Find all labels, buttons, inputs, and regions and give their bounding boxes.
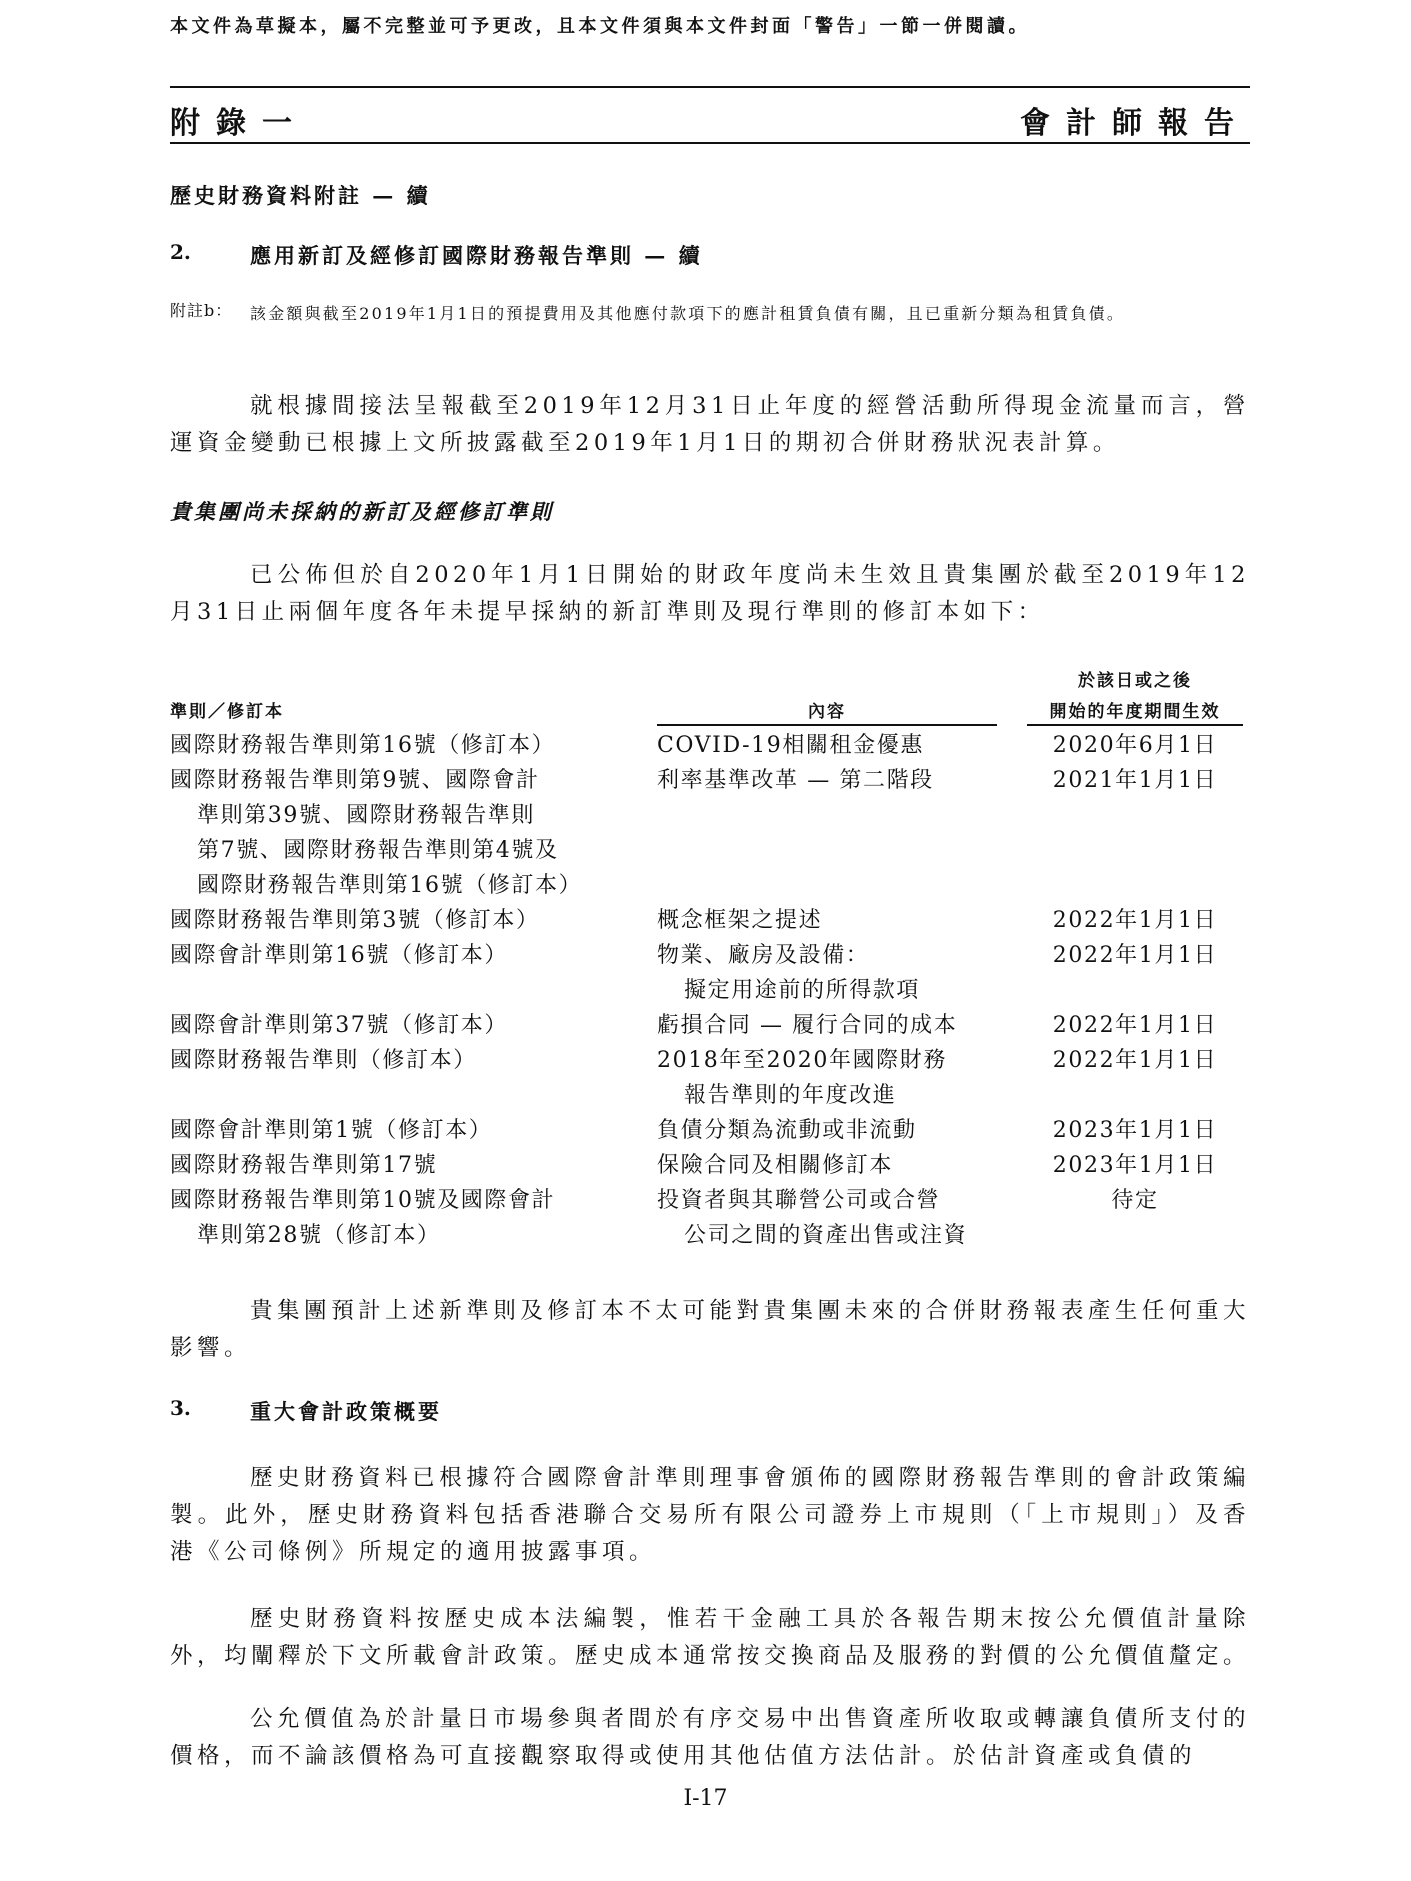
table-row-1-standard: 國際財務報告準則第16號（修訂本） (170, 733, 556, 758)
paragraph-expected-impact: 貴集團預計上述新準則及修訂本不太可能對貴集團未來的合併財務報表產生任何重大影響。 (170, 1298, 1250, 1361)
table-row-6-content: 2018年至2020年國際財務 報告準則的年度改進 (657, 1048, 947, 1108)
table-row-7-standard: 國際會計準則第1號（修訂本） (170, 1118, 493, 1143)
table-row-8-effective: 2023年1月1日 (1052, 1153, 1218, 1178)
report-title: 會計師報告 (1020, 106, 1250, 141)
effective-header-line2: 開始的年度期間生效 (1049, 702, 1221, 722)
continued-heading: 歷史財務資料附註 — 續 (170, 183, 431, 208)
content-column-header: 內容 (808, 702, 846, 722)
paragraph-cash-flow: 就根據間接法呈報截至2019年12月31日止年度的經營活動所得現金流量而言，營運資金變動已根據上文所披露截至2019年1月1日的期初合併財務狀況表計算。 (170, 393, 1250, 456)
draft-notice: 本文件為草擬本，屬不完整並可予更改，且本文件須與本文件封面「警告」一節一併閱讀。 (170, 16, 1030, 37)
table-row-3-effective: 2022年1月1日 (1052, 908, 1218, 933)
table-row-9-effective: 待定 (1111, 1188, 1159, 1213)
table-row-4-effective: 2022年1月1日 (1052, 943, 1218, 968)
table-row-2-effective: 2021年1月1日 (1052, 768, 1218, 793)
paragraph-historical-cost: 歷史財務資料按歷史成本法編製，惟若干金融工具於各報告期末按公允價值計量除外，均闡釋於下文所載會計政策。歷史成本通常按交換商品及服務的對價的公允價值釐定。 (170, 1606, 1251, 1669)
page-number: I-17 (683, 1786, 728, 1811)
subheading-new-standards: 貴集團尚未採納的新訂及經修訂準則 (170, 499, 554, 524)
note-b-text: 該金額與截至2019年1月1日的預提費用及其他應付款項下的應計租賃負債有關，且已重新分類為租賃負債。 (250, 304, 1126, 323)
paragraph-basis-of-preparation: 歷史財務資料已根據符合國際會計準則理事會頒佈的國際財務報告準則的會計政策編製。此外，歷史財務資料包括香港聯合交易所有限公司證券上市規則（「上市規則」）及香港《公司條例》所規定的適用披露事項。 (170, 1465, 1250, 1565)
table-row-1-effective: 2020年6月1日 (1052, 733, 1218, 758)
table-row-6-effective: 2022年1月1日 (1052, 1048, 1218, 1073)
note-b-label: 附註b： (170, 301, 233, 320)
table-row-5-effective: 2022年1月1日 (1052, 1013, 1218, 1038)
table-row-9-standard: 國際財務報告準則第10號及國際會計 準則第28號（修訂本） (170, 1188, 556, 1248)
paragraph-standards-intro: 已公佈但於自2020年1月1日開始的財政年度尚未生效且貴集團於截至2019年12月31日止兩個年度各年未提早採納的新訂準則及現行準則的修訂本如下： (170, 562, 1250, 625)
table-row-6-standard: 國際財務報告準則（修訂本） (170, 1048, 477, 1073)
content-header-underline (657, 724, 997, 726)
section-2-title: 應用新訂及經修訂國際財務報告準則 — 續 (250, 243, 703, 268)
table-row-1-content: COVID-19相關租金優惠 (657, 733, 924, 758)
section-3-number: 3. (170, 1396, 191, 1420)
section-2-number: 2. (170, 240, 191, 264)
table-row-5-content: 虧損合同 — 履行合同的成本 (657, 1013, 958, 1038)
appendix-title: 附錄一 (170, 106, 308, 141)
table-row-5-standard: 國際會計準則第37號（修訂本） (170, 1013, 508, 1038)
table-row-3-content: 概念框架之提述 (657, 908, 823, 933)
table-row-9-content: 投資者與其聯營公司或合營 公司之間的資產出售或注資 (657, 1188, 968, 1248)
effective-header-line1: 於該日或之後 (1078, 671, 1192, 691)
page-header (170, 86, 1250, 144)
paragraph-fair-value: 公允價值為於計量日市場參與者間於有序交易中出售資產所收取或轉讓負債所支付的價格，而不論該價格為可直接觀察取得或使用其他估值方法估計。於估計資產或負債的 (170, 1706, 1250, 1769)
table-row-8-standard: 國際財務報告準則第17號 (170, 1153, 438, 1178)
table-row-7-content: 負債分類為流動或非流動 (657, 1118, 917, 1143)
effective-header-underline (1027, 724, 1243, 726)
table-row-7-effective: 2023年1月1日 (1052, 1118, 1218, 1143)
table-row-4-standard: 國際會計準則第16號（修訂本） (170, 943, 508, 968)
standard-column-header: 準則／修訂本 (170, 702, 284, 722)
table-row-2-standard: 國際財務報告準則第9號、國際會計 準則第39號、國際財務報告準則 第7號、國際財務報告準則第4號及 國際財務報告準則第16號（修訂本） (170, 768, 583, 898)
table-row-3-standard: 國際財務報告準則第3號（修訂本） (170, 908, 540, 933)
table-row-4-content: 物業、廠房及設備： 擬定用途前的所得款項 (657, 943, 921, 1003)
section-3-title: 重大會計政策概要 (250, 1399, 442, 1424)
table-row-2-content: 利率基準改革 — 第二階段 (657, 768, 934, 793)
table-row-8-content: 保險合同及相關修訂本 (657, 1153, 894, 1178)
